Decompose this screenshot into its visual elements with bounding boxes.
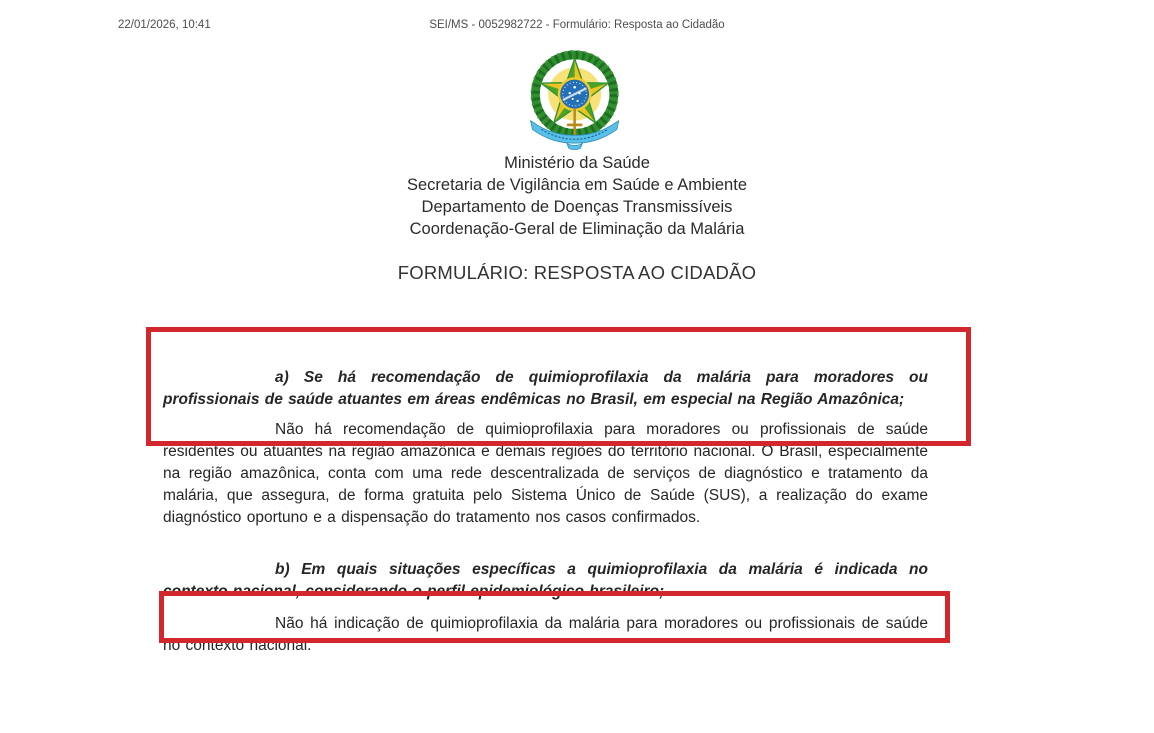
answer-a-paragraph: Não há recomendação de quimioprofilaxia para moradores ou profissionais de saúde residentes ou atuantes na região amazônica e demais regiões do território nacional. O Brasil, especialmente na região amazônica, conta com uma rede descentralizada de serviços de diagnóstico e tratamento da malária, que assegura, de forma gratuita pelo Sistema Único de Saúde (SUS), a realização do exame diagnóstico oportuno e a dispensação do tratamento nos casos confirmados.: [163, 420, 928, 526]
letterhead: [0, 152, 1154, 240]
print-header-datetime: 22/01/2026, 10:41: [118, 19, 211, 31]
form-title: FORMULÁRIO: RESPOSTA AO CIDADÃO: [397, 262, 757, 283]
print-header-document-title: SEI/MS - 0052982722 - Formulário: Resposta ao Cidadão: [429, 19, 725, 31]
letterhead-line-department: Departamento de Doenças Transmissíveis: [421, 198, 733, 216]
celestial-disc: [559, 78, 590, 109]
letterhead-line-coordination: Coordenação-Geral de Eliminação da Malária: [409, 220, 745, 238]
question-a-paragraph: a) Se há recomendação de quimioprofilaxia da malária para moradores ou profissionais de saúde atuantes em áreas endêmicas no Brasil, em especial na Região Amazônica;: [163, 368, 928, 408]
question-b-paragraph: b) Em quais situações específicas a quimioprofilaxia da malária é indicada no contexto nacional, considerando o perfil epidemiológico brasileiro;: [163, 560, 928, 600]
answer-b-paragraph: Não há indicação de quimioprofilaxia da malária para moradores ou profissionais de saúde no contexto nacional.: [163, 614, 928, 654]
letterhead-line-secretariat: Secretaria de Vigilância em Saúde e Ambiente: [407, 176, 747, 194]
letterhead-line-ministry: Ministério da Saúde: [504, 154, 650, 172]
brazil-coat-of-arms-icon: [516, 50, 634, 150]
